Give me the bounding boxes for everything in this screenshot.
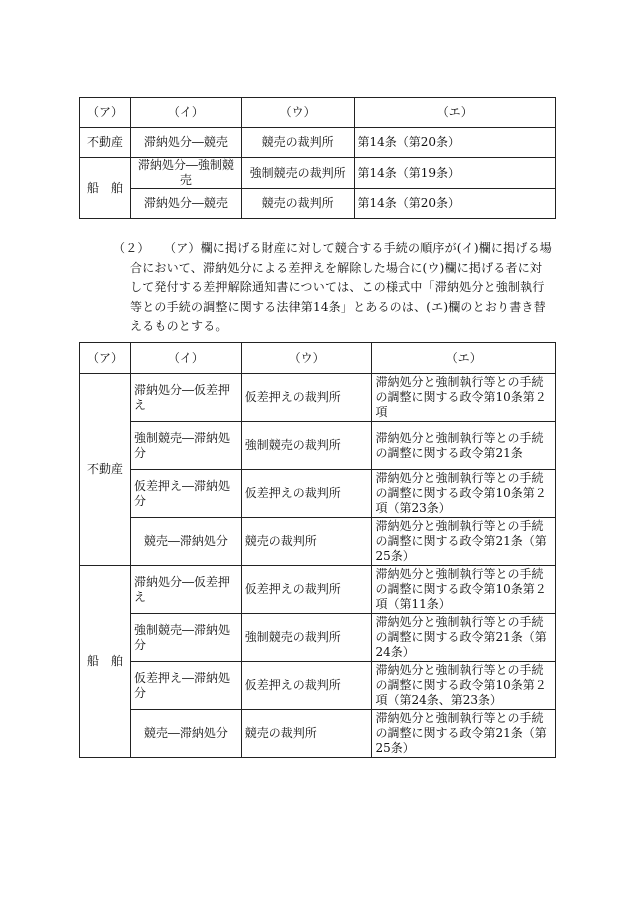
table-row bbox=[80, 518, 556, 566]
recipient-cell: 競売の裁判所 bbox=[241, 189, 354, 219]
replacement-cell: 第14条（第20条） bbox=[354, 189, 556, 219]
recipient-cell: 競売の裁判所 bbox=[241, 518, 372, 566]
order-cell: 滞納処分―仮差押え bbox=[130, 374, 241, 422]
table-row bbox=[80, 189, 556, 219]
recipient-cell: 競売の裁判所 bbox=[241, 128, 354, 158]
recipient-cell: 強制競売の裁判所 bbox=[241, 158, 354, 189]
recipient-cell: 仮差押えの裁判所 bbox=[241, 662, 372, 710]
order-cell: 滞納処分―競売 bbox=[130, 189, 241, 219]
replacement-cell: 滞納処分と強制執行等との手続の調整に関する政令第21条 bbox=[372, 422, 556, 470]
replacement-cell: 滞納処分と強制執行等との手続の調整に関する政令第10条第２項（第24条、第23条） bbox=[372, 662, 556, 710]
paragraph-number: （２） bbox=[113, 241, 150, 255]
recipient-cell: 仮差押えの裁判所 bbox=[241, 470, 372, 518]
header-a: （ア） bbox=[80, 98, 131, 128]
order-cell: 強制競売―滞納処分 bbox=[130, 422, 241, 470]
paragraph-text: （ア）欄に掲げる財産に対して競合する手続の順序が(イ)欄に掲げる場合において、滞納処分による差押えを解除した場合に(ウ)欄に掲げる者に対して発付する差押解除通知書については、この様式中「滞納処分と強制執行等との手続の調整に関する法律第14条」とあるのは、(エ)欄のとおり書き替えるものとする。 bbox=[130, 241, 552, 333]
header-a: （ア） bbox=[80, 343, 131, 374]
order-cell: 強制競売―滞納処分 bbox=[130, 614, 241, 662]
property-cell: 船 舶 bbox=[80, 566, 131, 758]
table-2-header-row bbox=[80, 343, 556, 374]
order-cell: 滞納処分―強制競売 bbox=[130, 158, 241, 189]
table-row bbox=[80, 566, 556, 614]
table-row bbox=[80, 422, 556, 470]
order-cell: 競売―滞納処分 bbox=[130, 710, 241, 758]
replacement-cell: 滞納処分と強制執行等との手続の調整に関する政令第21条（第25条） bbox=[372, 518, 556, 566]
order-cell: 滞納処分―競売 bbox=[130, 128, 241, 158]
table-1 bbox=[79, 97, 556, 219]
table-1-header-row bbox=[80, 98, 556, 128]
property-cell: 船 舶 bbox=[80, 158, 131, 219]
replacement-cell: 滞納処分と強制執行等との手続の調整に関する政令第10条第２項 bbox=[372, 374, 556, 422]
table-row bbox=[80, 614, 556, 662]
recipient-cell: 仮差押えの裁判所 bbox=[241, 374, 372, 422]
replacement-cell: 滞納処分と強制執行等との手続の調整に関する政令第21条（第25条） bbox=[372, 710, 556, 758]
property-cell: 不動産 bbox=[80, 374, 131, 566]
replacement-cell: 滞納処分と強制執行等との手続の調整に関する政令第10条第２項（第23条） bbox=[372, 470, 556, 518]
paragraph-2 bbox=[113, 239, 554, 337]
header-u: （ウ） bbox=[241, 98, 354, 128]
recipient-cell: 競売の裁判所 bbox=[241, 710, 372, 758]
table-row bbox=[80, 158, 556, 189]
table-row bbox=[80, 710, 556, 758]
property-cell: 不動産 bbox=[80, 128, 131, 158]
order-cell: 競売―滞納処分 bbox=[130, 518, 241, 566]
recipient-cell: 強制競売の裁判所 bbox=[241, 614, 372, 662]
header-u: （ウ） bbox=[241, 343, 372, 374]
table-row bbox=[80, 374, 556, 422]
header-e: （エ） bbox=[354, 98, 556, 128]
order-cell: 仮差押え―滞納処分 bbox=[130, 662, 241, 710]
replacement-cell: 滞納処分と強制執行等との手続の調整に関する政令第21条（第24条） bbox=[372, 614, 556, 662]
header-i: （イ） bbox=[130, 343, 241, 374]
table-2 bbox=[79, 342, 556, 758]
table-row bbox=[80, 662, 556, 710]
replacement-cell: 滞納処分と強制執行等との手続の調整に関する政令第10条第２項（第11条） bbox=[372, 566, 556, 614]
order-cell: 滞納処分―仮差押え bbox=[130, 566, 241, 614]
table-row bbox=[80, 128, 556, 158]
replacement-cell: 第14条（第20条） bbox=[354, 128, 556, 158]
recipient-cell: 強制競売の裁判所 bbox=[241, 422, 372, 470]
table-row bbox=[80, 470, 556, 518]
replacement-cell: 第14条（第19条） bbox=[354, 158, 556, 189]
order-cell: 仮差押え―滞納処分 bbox=[130, 470, 241, 518]
recipient-cell: 仮差押えの裁判所 bbox=[241, 566, 372, 614]
header-e: （エ） bbox=[372, 343, 556, 374]
header-i: （イ） bbox=[130, 98, 241, 128]
